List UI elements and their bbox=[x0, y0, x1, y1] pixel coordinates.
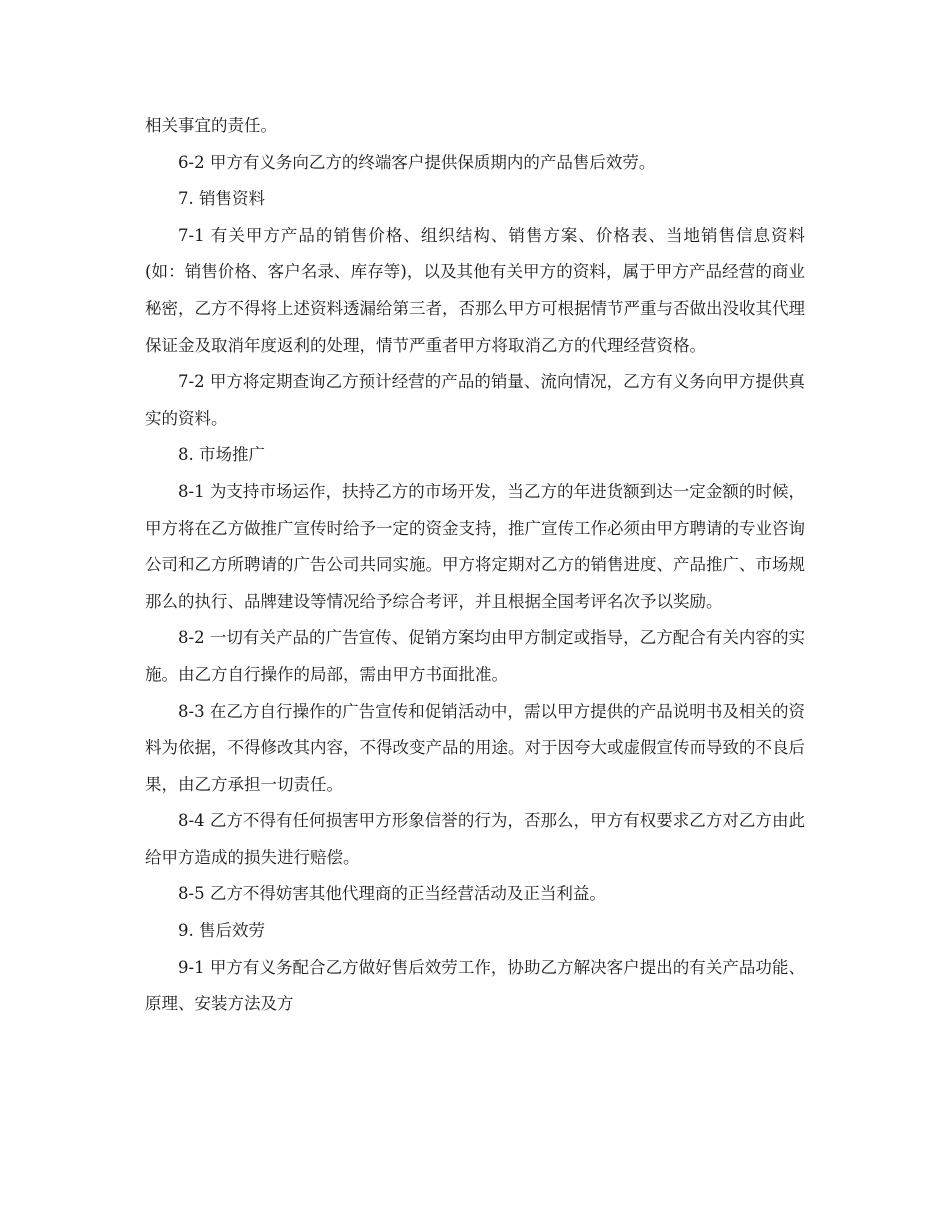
heading-7-sales-materials: 7. 销售资料 bbox=[178, 189, 265, 209]
paragraph-8-5: 8-5 乙方不得妨害其他代理商的正当经营活动及正当利益。 bbox=[178, 884, 606, 904]
paragraph-7-1: 7-1 有关甲方产品的销售价格、组织结构、销售方案、价格表、当地销售信息资料(如：销售价格、客户名录、库存等)，以及其他有关甲方的资料，属于甲方产品经营的商业秘密，乙方不得将上述资料透漏给第三者，否那么甲方可根据情节严重与否做出没收其代理保证金及取消年度返利的处理，情节严重者甲方将取消乙方的代理经营资格。 bbox=[145, 225, 805, 355]
paragraph-7-2: 7-2 甲方将定期查询乙方预计经营的产品的销量、流向情况，乙方有义务向甲方提供真实的资料。 bbox=[145, 372, 805, 428]
paragraph-6-2: 6-2 甲方有义务向乙方的终端客户提供保质期内的产品售后效劳。 bbox=[178, 152, 656, 172]
heading-9-after-sales: 9. 售后效劳 bbox=[178, 921, 265, 941]
paragraph-8-3: 8-3 在乙方自行操作的广告宣传和促销活动中，需以甲方提供的产品说明书及相关的资料为依据，不得修改其内容，不得改变产品的用途。对于因夸大或虚假宣传而导致的不良后果，由乙方承担一切责任。 bbox=[145, 701, 805, 794]
document-body bbox=[145, 108, 805, 1023]
paragraph-8-4: 8-4 乙方不得有任何损害甲方形象信誉的行为，否那么，甲方有权要求乙方对乙方由此给甲方造成的损失进行赔偿。 bbox=[145, 811, 805, 867]
paragraph-8-2: 8-2 一切有关产品的广告宣传、促销方案均由甲方制定或指导，乙方配合有关内容的实施。由乙方自行操作的局部，需由甲方书面批准。 bbox=[145, 628, 805, 684]
paragraph-9-1: 9-1 甲方有义务配合乙方做好售后效劳工作，协助乙方解决客户提出的有关产品功能、原理、安装方法及方 bbox=[145, 957, 805, 1014]
paragraph-1: 相关事宜的责任。 bbox=[145, 116, 277, 135]
paragraph-8-1: 8-1 为支持市场运作，扶持乙方的市场开发，当乙方的年进货额到达一定金额的时候，甲方将在乙方做推广宣传时给予一定的资金支持，推广宣传工作必须由甲方聘请的专业咨询公司和乙方所聘请的广告公司共同实施。甲方将定期对乙方的销售进度、产品推广、市场规那么的执行、品牌建设等情况给予综合考评，并且根据全国考评名次予以奖励。 bbox=[145, 481, 805, 611]
heading-8-market-promotion: 8. 市场推广 bbox=[178, 445, 265, 465]
